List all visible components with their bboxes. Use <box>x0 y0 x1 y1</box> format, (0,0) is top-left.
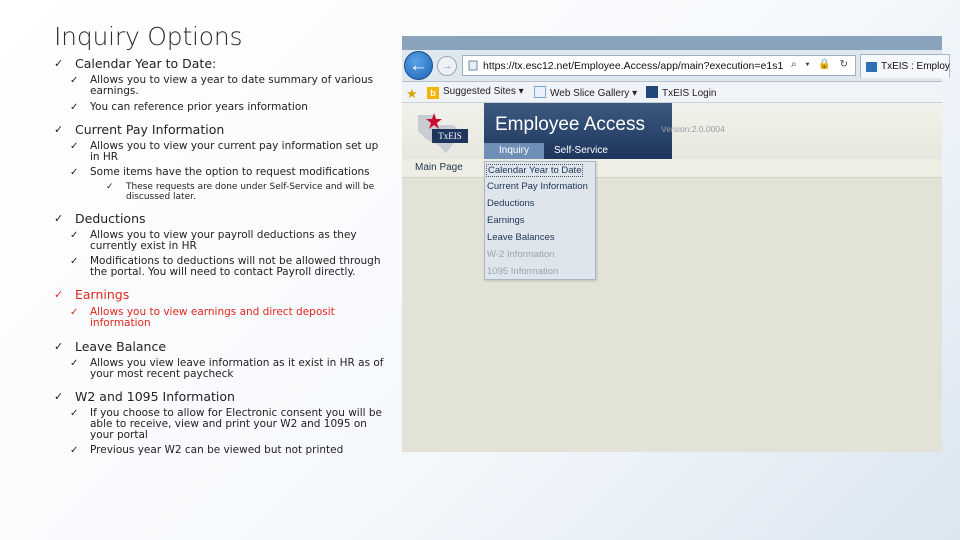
favorite-web-slice-gallery[interactable] <box>534 86 637 99</box>
menu-item-leave-balances[interactable]: Leave Balances <box>487 232 555 243</box>
menu-item-deductions[interactable]: Deductions <box>487 198 535 209</box>
check-icon: ✓ <box>70 167 79 178</box>
app-title: Employee Access <box>495 114 645 135</box>
bullet <box>54 102 389 113</box>
favorites-bar <box>402 82 942 103</box>
section-heading: Earnings <box>75 287 130 302</box>
favorites-star-button[interactable] <box>406 86 422 100</box>
bullet-text: Modifications to deductions will not be allowed through the portal. You will need to contact Payroll directly. <box>90 255 381 278</box>
bullet-text: Allows you to view a year to date summary of various earnings. <box>90 74 374 97</box>
page-icon <box>468 60 478 71</box>
check-icon: ✓ <box>54 123 64 136</box>
check-icon: ✓ <box>70 408 79 419</box>
section-heading: W2 and 1095 Information <box>75 389 235 404</box>
favorite-label: Suggested Sites ▾ <box>443 86 524 97</box>
section-current-pay <box>54 122 389 137</box>
bullet-text: Allows you to view your current pay information set up in HR <box>90 140 379 163</box>
sub-bullet-text: These requests are done under Self-Service and will be discussed later. <box>126 182 375 202</box>
url-text: https://tx.esc12.net/Employee.Access/app/main?execution=e1s1 <box>483 60 784 72</box>
txeis-logo <box>410 109 470 155</box>
menu-item-calendar-year-to-date[interactable]: Calendar Year to Date <box>488 165 582 176</box>
check-icon: ✓ <box>70 358 79 369</box>
bullet-text: Allows you to view your payroll deductions as they currently exist in HR <box>90 229 357 252</box>
bullet <box>54 408 389 441</box>
app-banner <box>402 103 942 159</box>
bullet <box>54 256 389 278</box>
forward-button[interactable] <box>437 56 457 76</box>
check-icon: ✓ <box>70 256 79 267</box>
address-bar[interactable] <box>462 55 856 76</box>
section-deductions <box>54 211 389 226</box>
check-icon: ✓ <box>70 102 79 113</box>
arrow-right-icon: → <box>441 60 453 72</box>
check-icon: ✓ <box>70 141 79 152</box>
address-tools-icons[interactable]: ⌕ ▾ 🔒 ↻ <box>791 59 851 70</box>
bullet-text: Allows you to view earnings and direct deposit information <box>90 306 335 329</box>
bullet <box>54 230 389 252</box>
check-icon: ✓ <box>54 57 64 70</box>
bullet <box>54 141 389 163</box>
check-icon: ✓ <box>54 212 64 225</box>
bullet <box>54 307 389 329</box>
browser-tab-active[interactable] <box>860 54 950 78</box>
check-icon: ✓ <box>106 182 114 192</box>
favorite-label: Web Slice Gallery ▾ <box>550 88 638 99</box>
sub-bullet <box>54 183 389 202</box>
arrow-left-icon: ← <box>409 55 428 76</box>
check-icon: ✓ <box>70 75 79 86</box>
check-icon: ✓ <box>70 230 79 241</box>
main-page-link[interactable]: Main Page <box>415 162 463 173</box>
browser-screenshot <box>402 36 950 452</box>
menu-item-w2-information: W-2 Information <box>487 249 555 260</box>
section-calendar-year <box>54 56 389 71</box>
check-icon: ✓ <box>70 307 79 318</box>
star-icon: ★ <box>406 86 418 101</box>
bing-icon: b <box>427 87 439 99</box>
section-leave-balance <box>54 339 389 354</box>
favorite-label: TxEIS Login <box>662 88 717 99</box>
bullet <box>54 445 389 456</box>
bullet <box>54 167 389 178</box>
section-w2-1095 <box>54 389 389 404</box>
inquiry-dropdown-menu <box>484 161 596 280</box>
section-earnings <box>54 287 389 329</box>
menu-item-1095-information: 1095 Information <box>487 266 559 277</box>
txeis-icon <box>646 86 658 98</box>
check-icon: ✓ <box>54 340 64 353</box>
tab-title: TxEIS : Employ <box>881 61 950 72</box>
bullet-text: Allows you view leave information as it exist in HR as of your most recent paycheck <box>90 357 384 380</box>
bullet-outline <box>54 56 389 456</box>
menu-self-service[interactable]: Self-Service <box>554 145 608 156</box>
check-icon: ✓ <box>54 288 64 301</box>
logo-text: TxEIS <box>438 131 462 141</box>
bullet-text: If you choose to allow for Electronic consent you will be able to receive, view and print your W2 and 1095 on your portal <box>90 407 382 441</box>
sub-nav <box>402 159 942 178</box>
favorite-txeis-login[interactable] <box>646 86 716 99</box>
slide-title: Inquiry Options <box>54 22 243 51</box>
check-icon: ✓ <box>54 390 64 403</box>
section-heading: Deductions <box>75 211 146 226</box>
web-slice-icon <box>534 86 546 98</box>
bullet-text: Previous year W2 can be viewed but not printed <box>90 444 344 456</box>
menu-item-earnings[interactable]: Earnings <box>487 215 525 226</box>
bullet <box>54 358 389 380</box>
menu-item-current-pay-information[interactable]: Current Pay Information <box>487 181 588 192</box>
menu-inquiry[interactable]: Inquiry <box>484 143 544 159</box>
section-heading: Calendar Year to Date: <box>75 56 217 71</box>
section-heading: Leave Balance <box>75 339 167 354</box>
browser-nav-bar <box>402 50 950 82</box>
txeis-favicon-icon <box>866 62 877 72</box>
bullet-text: You can reference prior years information <box>90 101 308 113</box>
favorite-suggested-sites[interactable] <box>427 86 524 99</box>
check-icon: ✓ <box>70 445 79 456</box>
section-heading: Current Pay Information <box>75 122 225 137</box>
back-button[interactable] <box>404 51 433 80</box>
bullet <box>54 75 389 97</box>
bullet-text: Some items have the option to request modifications <box>90 166 370 178</box>
app-version: Version:2.0.0004 <box>661 124 725 134</box>
